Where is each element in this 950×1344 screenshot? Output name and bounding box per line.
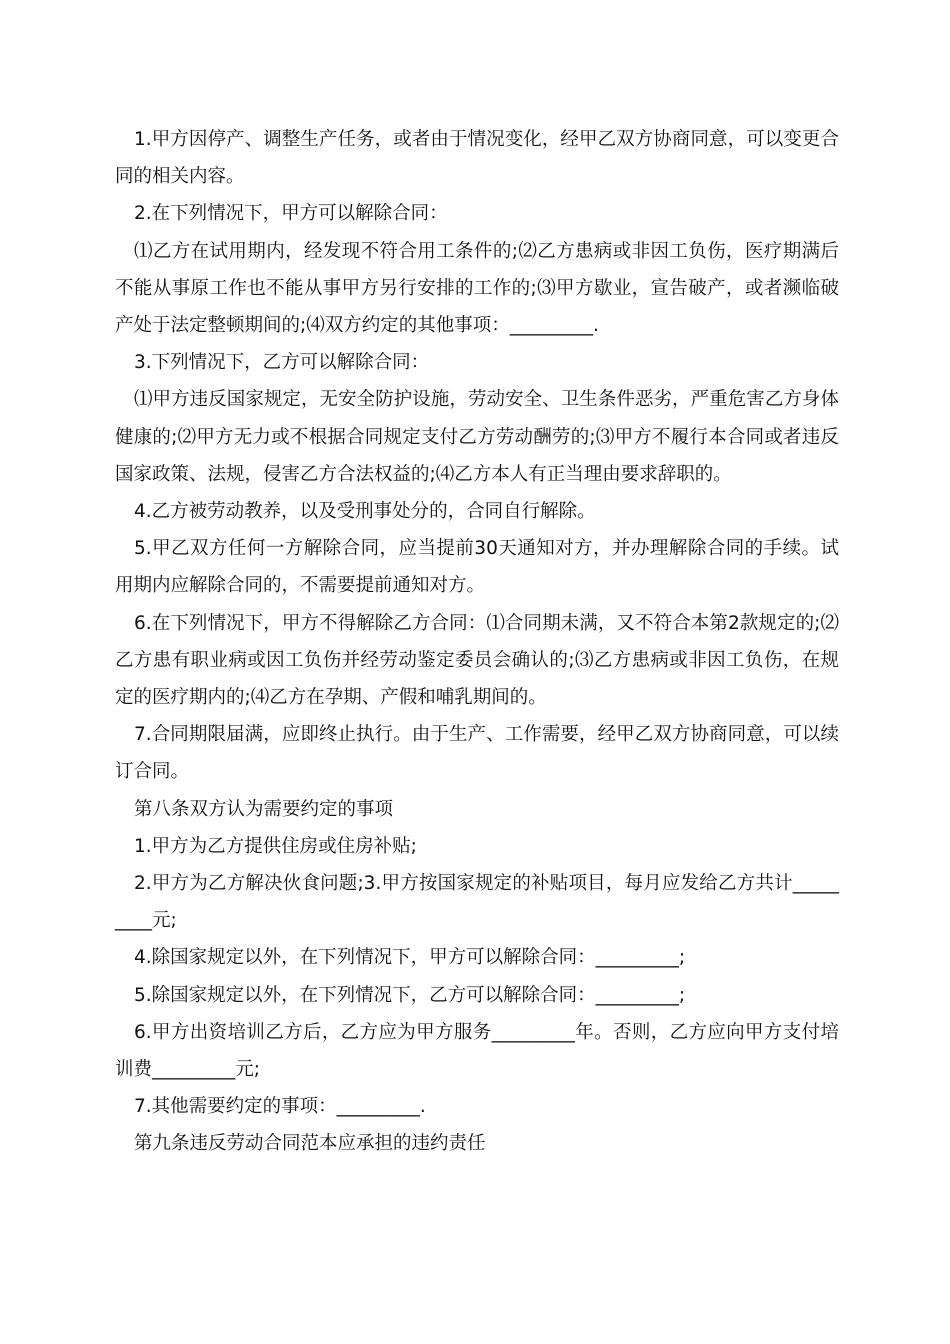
- paragraph-4: 3.下列情况下，乙方可以解除合同：: [134, 352, 430, 374]
- paragraph-13: 4.除国家规定以外，在下列情况下，甲方可以解除合同：_________;: [134, 947, 686, 969]
- document-body: [115, 121, 839, 1163]
- section-heading-8: 第八条双方认为需要约定的事项: [134, 798, 394, 820]
- paragraph-6: 4.乙方被劳动教养，以及受刑事处分的，合同自行解除。: [134, 501, 596, 523]
- paragraph-14: 5.除国家规定以外，在下列情况下，乙方可以解除合同：_________;: [134, 984, 686, 1006]
- paragraph-11: 1.甲方为乙方提供住房或住房补贴;: [134, 835, 417, 857]
- paragraph-15: 6.甲方出资培训乙方后，乙方应为甲方服务_________年。否则，乙方应向甲方支付培训费_________元;: [115, 1021, 839, 1081]
- paragraph-7: 5.甲乙双方任何一方解除合同，应当提前30天通知对方，并办理解除合同的手续。试用期内应解除合同的，不需要提前通知对方。: [115, 538, 839, 597]
- paragraph-8: 6.在下列情况下，甲方不得解除乙方合同：⑴合同期未满，又不符合本第2款规定的;⑵乙方患有职业病或因工负伤并经劳动鉴定委员会确认的;⑶乙方患病或非因工负伤，在规定的医疗期内的;⑷乙方在孕期、产假和哺乳期间的。: [115, 612, 839, 709]
- paragraph-5: ⑴甲方违反国家规定，无安全防护设施，劳动安全、卫生条件恶劣，严重危害乙方身体健康的;⑵甲方无力或不根据合同规定支付乙方劳动酬劳的;⑶甲方不履行本合同或者违反国家政策、法规，侵害乙方合法权益的;⑷乙方本人有正当理由要求辞职的。: [115, 389, 839, 485]
- paragraph-16: 7.其他需要约定的事项：_________.: [134, 1096, 426, 1118]
- paragraph-12: 2.甲方为乙方解决伙食问题;3.甲方按国家规定的补贴项目，每月应发给乙方共计_________元;: [115, 873, 839, 932]
- paragraph-1: 1.甲方因停产、调整生产任务，或者由于情况变化，经甲乙双方协商同意，可以变更合同的相关内容。: [115, 129, 839, 188]
- section-heading-9: 第九条违反劳动合同范本应承担的违约责任: [134, 1133, 486, 1155]
- paragraph-3: ⑴乙方在试用期内，经发现不符合用工条件的;⑵乙方患病或非因工负伤，医疗期满后不能从事原工作也不能从事甲方另行安排的工作的;⑶甲方歇业，宣告破产，或者濒临破产处于法定整顿期间的;⑷双方约定的其他事项：_________.: [115, 240, 839, 337]
- paragraph-9: 7.合同期限届满，应即终止执行。由于生产、工作需要，经甲乙双方协商同意，可以续订合同。: [115, 724, 839, 783]
- paragraph-2: 2.在下列情况下，甲方可以解除合同：: [134, 203, 448, 225]
